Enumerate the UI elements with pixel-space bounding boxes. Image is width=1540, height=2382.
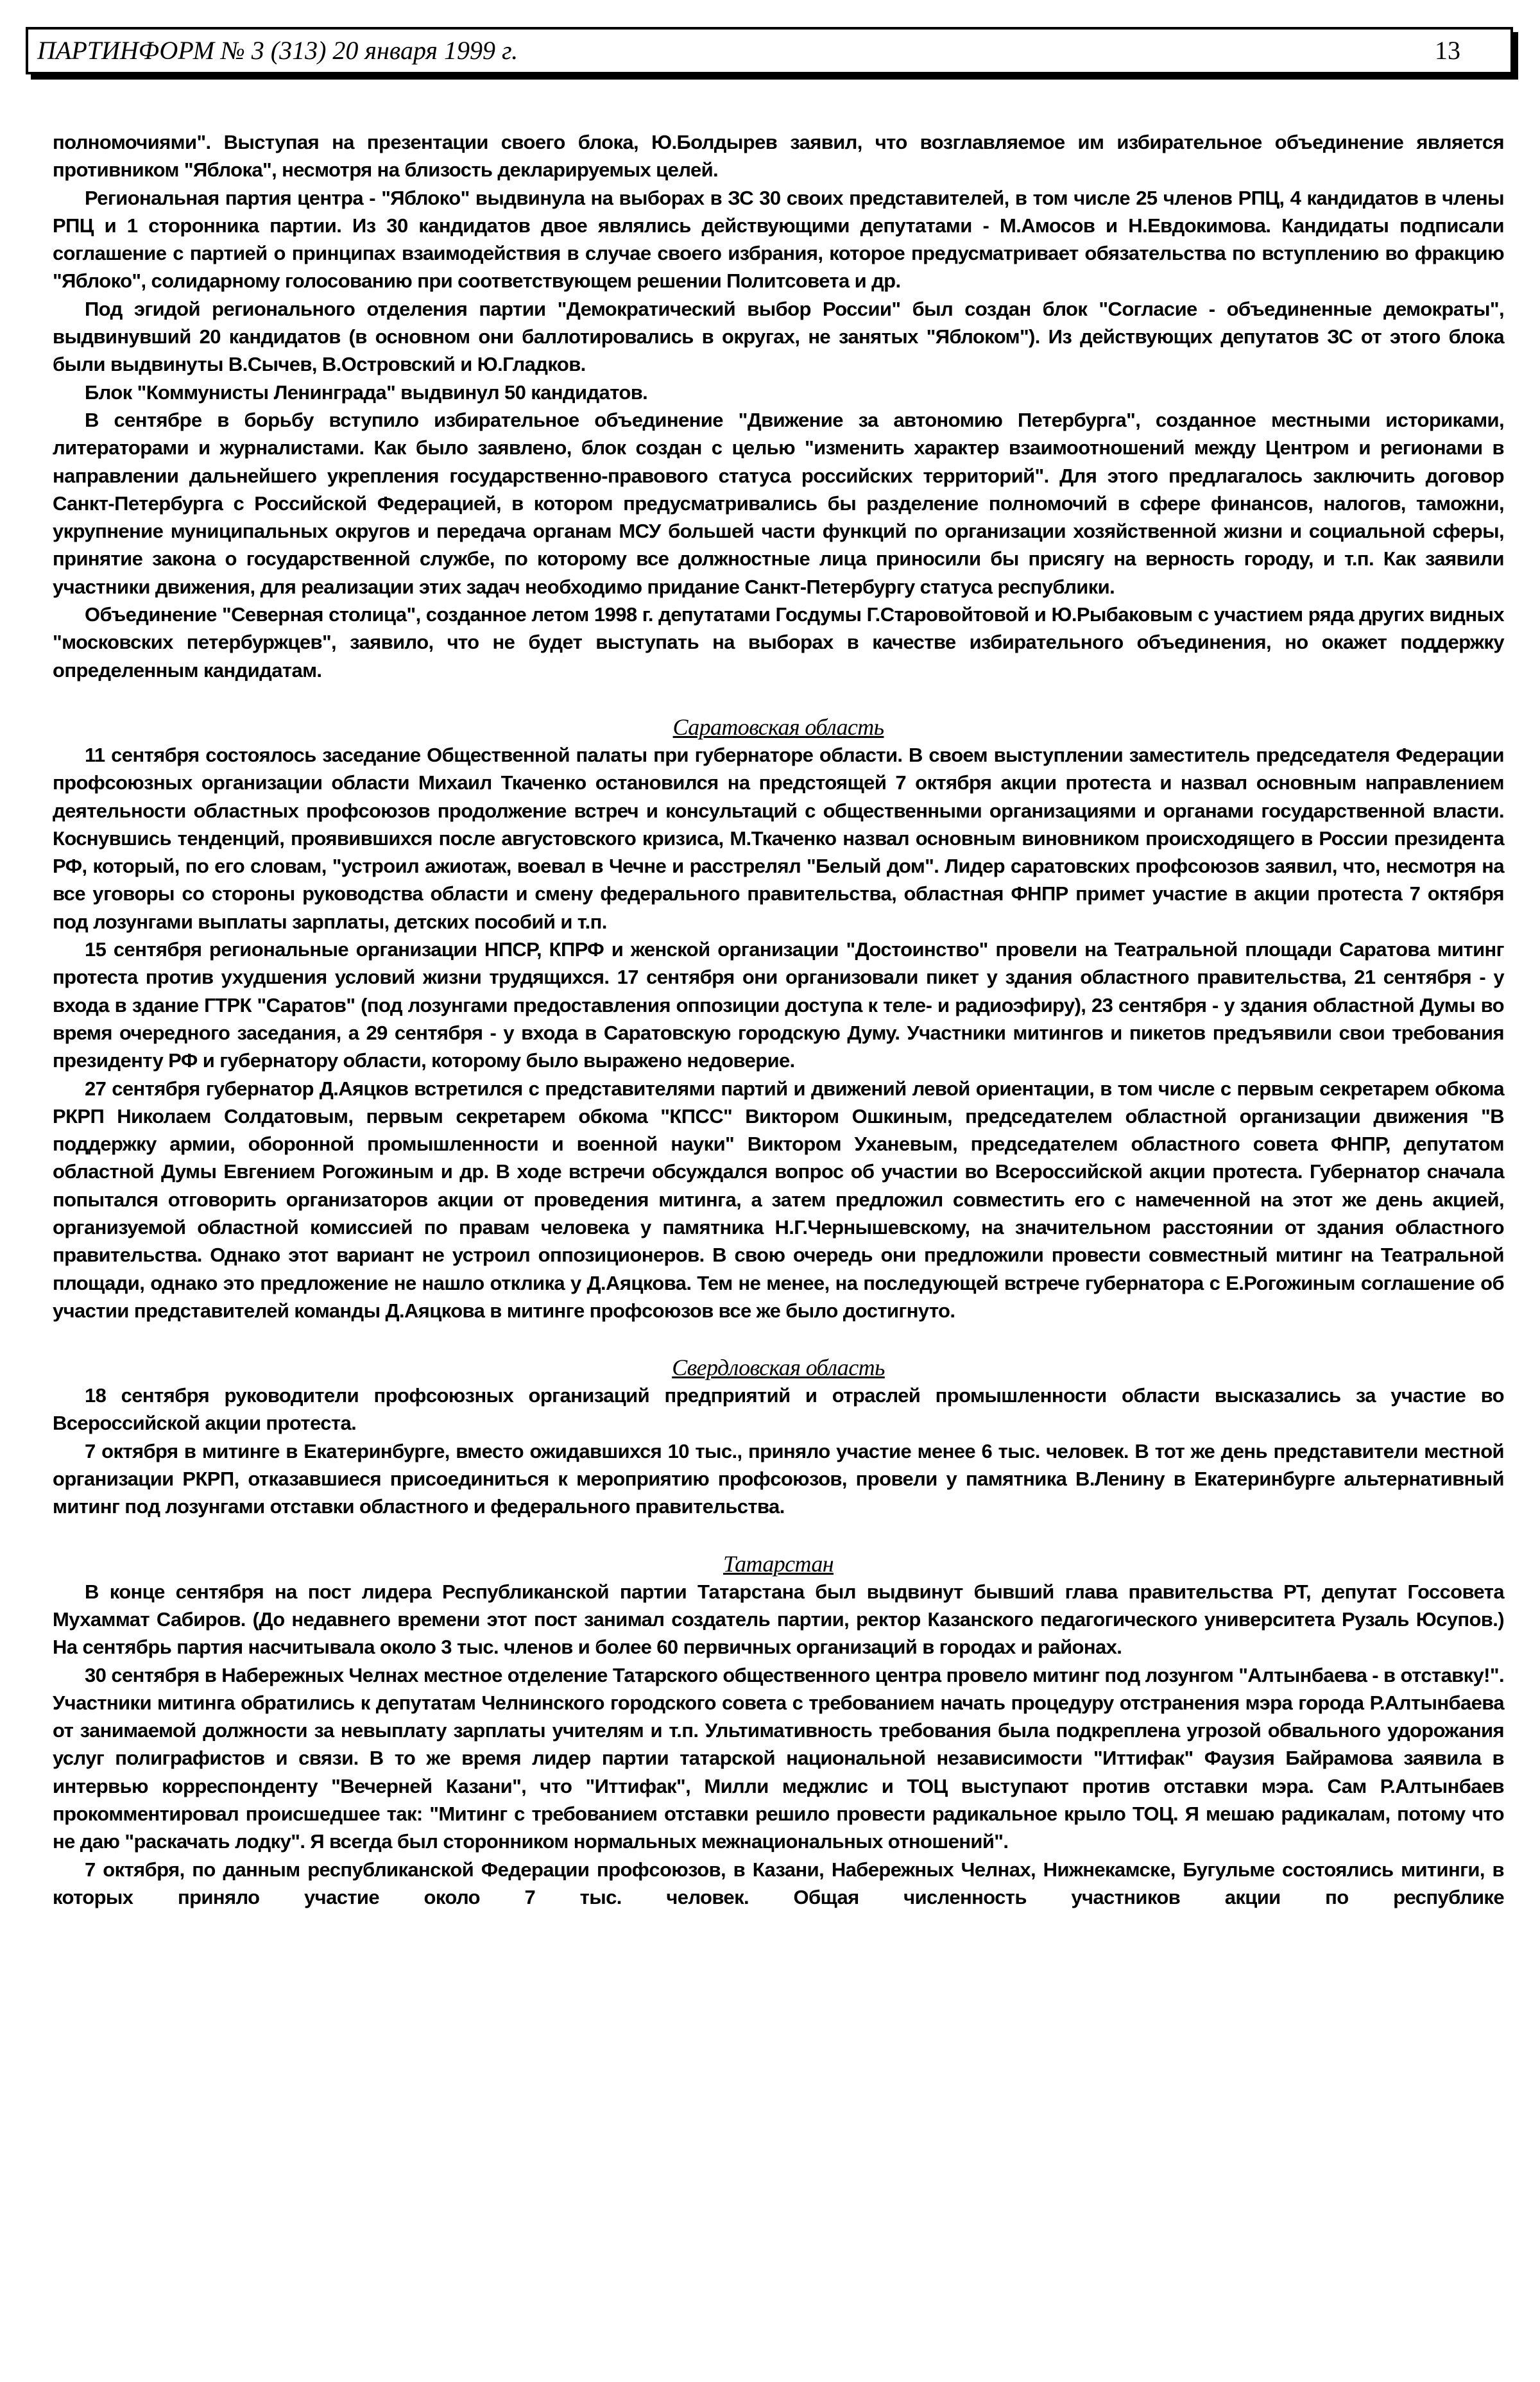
paragraph: В сентябре в борьбу вступило избирательное объединение "Движение за автономию Петербурга", созданное местными историками, литераторами и журналистами. Как было заявлено, блок создан с целью "изменить характер взаимоотношений между Центром и регионами в направлении дальнейшего укрепления государственно-правового статуса российских территорий". Для этого предлагалось заключить договор Санкт-Петербурга с Российской Федерацией, в котором предусматривались бы разделение полномочий в сфере финансов, налогов, таможни, укрупнение муниципальных округов и передача органам МСУ большей части функций по организации хозяйственной жизни и социальной сферы, принятие закона о государственной службе, по которому все должностные лица приносили бы присягу на верность городу, и т.п. Как заявили участники движения, для реализации этих задач необходимо придание Санкт-Петербургу статуса республики. bbox=[53, 408, 1504, 598]
heading-text: Саратовская область bbox=[672, 714, 884, 740]
paragraph: Под эгидой регионального отделения партии "Демократический выбор России" был создан блок "Согласие - объединенные демократы", выдвинувший 20 кандидатов (в основном они баллотировались в округах, не занятых "Яблоком"). Из действующих депутатов ЗС от этого блока были выдвинуты В.Сычев, В.Островский и Ю.Гладков. bbox=[53, 297, 1504, 376]
page-header bbox=[26, 27, 1513, 74]
paragraph: Объединение "Северная столица", созданное летом 1998 г. депутатами Госдумы Г.Старовойтовой и Ю.Рыбаковым с участием ряда других видных "московских петербуржцев", заявило, что не будет выступать на выборах в качестве избирательного объединения, но окажет поддержку определенным кандидатам. bbox=[53, 603, 1504, 681]
article-body bbox=[53, 128, 1504, 1911]
section-heading-saratov bbox=[53, 684, 1504, 741]
section-heading-sverdlovsk bbox=[53, 1324, 1504, 1382]
paragraph: 7 октября, по данным республиканской Федерации профсоюзов, в Казани, Набережных Челнах, Нижнекамске, Бугульме состоялись митинги, в которых приняло участие около 7 тыс. человек. Общая численность участников акции по республике bbox=[53, 1858, 1504, 1908]
publication-title: ПАРТИНФОРМ № 3 (313) 20 января 1999 г. bbox=[37, 36, 518, 65]
page-number: 13 bbox=[1435, 36, 1460, 65]
paragraph: 15 сентября региональные организации НПСР, КПРФ и женской организации "Достоинство" провели на Театральной площади Саратова митинг протеста против ухудшения условий жизни трудящихся. 17 сентября они организовали пикет у здания областного правительства, 21 сентября - у входа в здание ГТРК "Саратов" (под лозунгами предоставления оппозиции доступа к теле- и радиоэфиру), 23 сентября - у здания областной Думы во время очередного заседания, а 29 сентября - у входа в Саратовскую городскую Думу. Участники митингов и пикетов предъявили свои требования президенту РФ и губернатору области, которому было выражено недоверие. bbox=[53, 938, 1504, 1072]
paragraph: Региональная партия центра - "Яблоко" выдвинула на выборах в ЗС 30 своих представителей, в том числе 25 членов РПЦ, 4 кандидатов в члены РПЦ и 1 сторонника партии. Из 30 кандидатов двое являлись действующими депутатами - М.Амосов и Н.Евдокимова. Кандидаты подписали соглашение с партией о принципах взаимодействия в случае своего избрания, которое предусматривает обязательства по вступлению во фракцию "Яблоко", солидарному голосованию при соответствующем решении Политсовета и др. bbox=[53, 186, 1504, 293]
heading-text: Татарстан bbox=[723, 1550, 834, 1577]
paragraph: 30 сентября в Набережных Челнах местное отделение Татарского общественного центра провело митинг под лозунгом "Алтынбаева - в отставку!". Участники митинга обратились к депутатам Челнинского городского совета с требованием начать процедуру отстранения мэра города Р.Алтынбаева от занимаемой должности за невыплату зарплаты учителям и т.п. Ультимативность требования была подкреплена угрозой обвального удорожания услуг полиграфистов и связи. В то же время лидер партии татарской национальной независимости "Иттифак" Фаузия Байрамова заявила в интервью корреспонденту "Вечерней Казани", что "Иттифак", Милли меджлис и ТОЦ выступают против отставки мэра. Сам Р.Алтынбаев прокомментировал происшедшее так: "Митинг с требованием отставки решило провести радикальное крыло ТОЦ. Я мешаю радикалам, потому что не даю "раскачать лодку". Я всегда был сторонником нормальных межнациональных отношений". bbox=[53, 1663, 1504, 1853]
paragraph: 27 сентября губернатор Д.Аяцков встретился с представителями партий и движений левой ориентации, в том числе с первым секретарем обкома РКРП Николаем Солдатовым, первым секретарем обкома "КПСС" Виктором Ошкиным, председателем областной организации движения "В поддержку армии, оборонной промышленности и военной науки" Виктором Уханевым, председателем областного совета ФНПР, депутатом областной Думы Евгением Рогожиным и др. В ходе встречи обсуждался вопрос об участии во Всероссийской акции протеста. Губернатор сначала попытался отговорить организаторов акции от проведения митинга, а затем предложил совместить его с намеченной на этот же день акцией, организуемой областной комиссией по правам человека у памятника Н.Г.Чернышевскому, на значительном расстоянии от здания областного правительства. Однако этот вариант не устроил оппозиционеров. В свою очередь они предложили провести совместный митинг на Театральной площади, однако это предложение не нашло отклика у Д.Аяцкова. Тем не менее, на последующей встрече губернатора с Е.Рогожиным соглашение об участии представителей команды Д.Аяцкова в митинге профсоюзов все же было достигнуто. bbox=[53, 1077, 1504, 1322]
heading-text: Свердловская область bbox=[672, 1355, 885, 1381]
paragraph: 7 октября в митинге в Екатеринбурге, вместо ожидавшихся 10 тыс., приняло участие менее 6 тыс. человек. В тот же день представители местной организации РКРП, отказавшиеся присоединиться к мероприятию профсоюзов, провели у памятника В.Ленину в Екатеринбурге альтернативный митинг под лозунгами отставки областного и федерального правительства. bbox=[53, 1439, 1504, 1518]
paragraph: полномочиями". Выступая на презентации своего блока, Ю.Болдырев заявил, что возглавляемое им избирательное объединение является противником "Яблока", несмотря на близость декларируемых целей. bbox=[53, 131, 1504, 182]
paragraph: В конце сентября на пост лидера Республиканской партии Татарстана был выдвинут бывший глава правительства РТ, депутат Госсовета Мухаммат Сабиров. (До недавнего времени этот пост занимал создатель партии, ректор Казанского педагогического университета Рузаль Юсупов.) На сентябрь партия насчитывала около 3 тыс. членов и более 60 первичных организаций в городах и районах. bbox=[53, 1580, 1504, 1659]
paragraph: 11 сентября состоялось заседание Общественной палаты при губернаторе области. В своем выступлении заместитель председателя Федерации профсоюзных организации области Михаил Ткаченко остановился на предстоящей 7 октября акции протеста и назвал основным направлением деятельности областных профсоюзов продолжение встреч и консультаций с общественными организациями и органами государственной власти. Коснувшись тенденций, проявившихся после августовского кризиса, М.Ткаченко назвал основным виновником происходящего в России президента РФ, который, по его словам, "устроил ажиотаж, воевал в Чечне и расстрелял "Белый дом". Лидер саратовских профсоюзов заявил, что, несмотря на все уговоры со стороны руководства области и смену федерального правительства, областная ФНПР примет участие в акции протеста 7 октября под лозунгами выплаты зарплаты, детских пособий и т.п. bbox=[53, 743, 1504, 933]
section-heading-tatarstan bbox=[53, 1521, 1504, 1578]
paragraph: Блок "Коммунисты Ленинграда" выдвинул 50 кандидатов. bbox=[85, 381, 648, 404]
paragraph: 18 сентября руководители профсоюзных организаций предприятий и отраслей промышленности области высказались за участие во Всероссийской акции протеста. bbox=[53, 1384, 1504, 1435]
